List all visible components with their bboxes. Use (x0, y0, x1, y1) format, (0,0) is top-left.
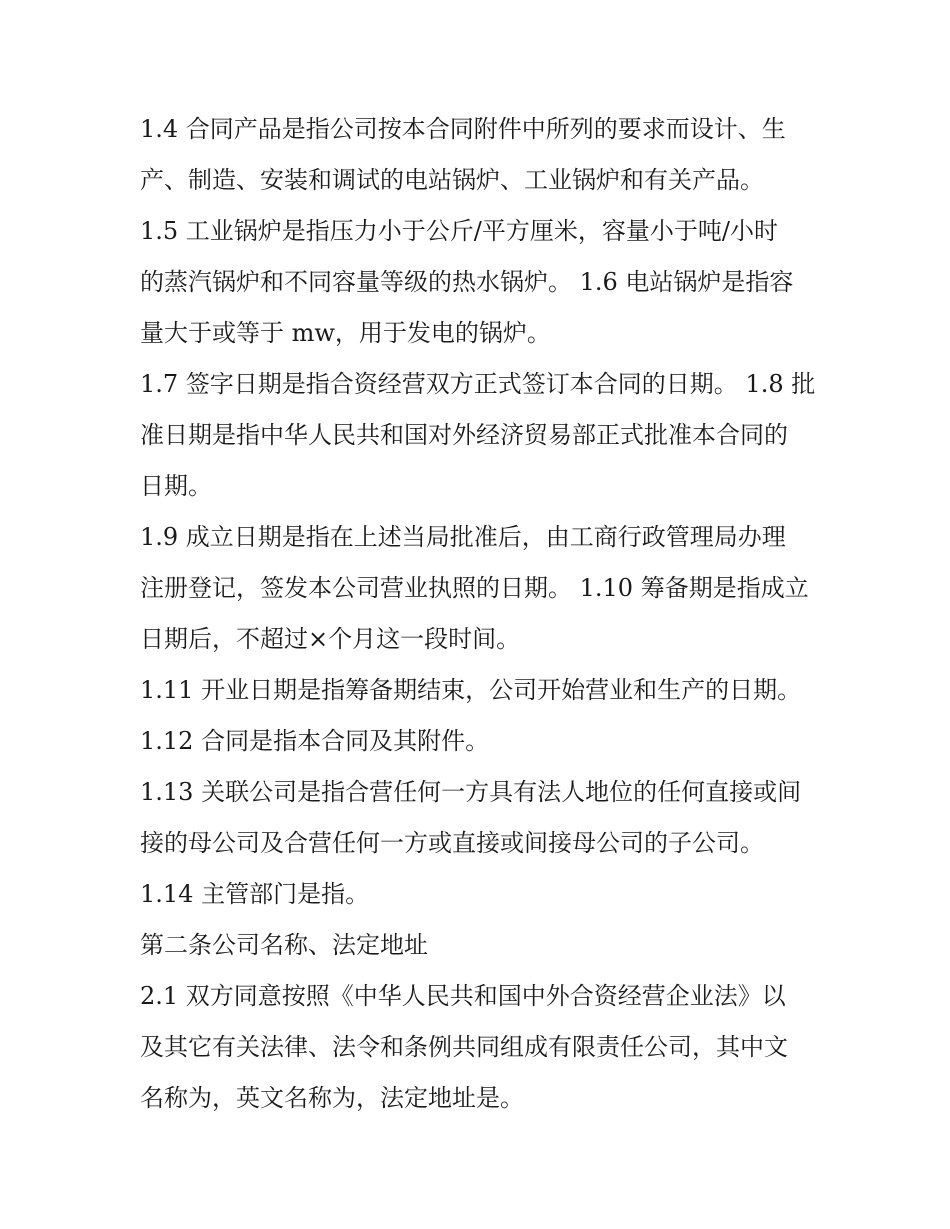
text-line: 1.9 成立日期是指在上述当局批准后，由工商行政管理局办理 (140, 523, 786, 551)
document-body (140, 104, 820, 1124)
section-heading: 第二条公司名称、法定地址 (140, 931, 428, 959)
text-line: 及其它有关法律、法令和条例共同组成有限责任公司，其中文 (140, 1033, 788, 1061)
text-line: 接的母公司及合营任何一方或直接或间接母公司的子公司。 (140, 829, 764, 857)
text-line: 1.14 主管部门是指。 (140, 880, 370, 908)
text-line: 日期。 (140, 472, 212, 500)
text-line: 日期后，不超过×个月这一段时间。 (140, 625, 521, 653)
text-line: 2.1 双方同意按照《中华人民共和国中外合资经营企业法》以 (140, 982, 786, 1010)
text-line: 1.11 开业日期是指筹备期结束，公司开始营业和生产的日期。 (140, 676, 802, 704)
text-line: 准日期是指中华人民共和国对外经济贸易部正式批准本合同的 (140, 421, 788, 449)
text-line: 量大于或等于 mw，用于发电的锅炉。 (140, 319, 551, 347)
text-line: 1.5 工业锅炉是指压力小于公斤/平方厘米，容量小于吨/小时 (140, 217, 778, 245)
text-line: 的蒸汽锅炉和不同容量等级的热水锅炉。 1.6 电站锅炉是指容 (140, 268, 794, 296)
text-line: 1.12 合同是指本合同及其附件。 (140, 727, 490, 755)
text-line: 1.7 签字日期是指合资经营双方正式签订本合同的日期。 1.8 批 (140, 370, 816, 398)
text-line: 1.13 关联公司是指合营任何一方具有法人地位的任何直接或间 (140, 778, 802, 806)
text-line: 名称为，英文名称为，法定地址是。 (140, 1084, 524, 1112)
text-line: 1.4 合同产品是指公司按本合同附件中所列的要求而设计、生 (140, 115, 786, 143)
text-line: 产、制造、安装和调试的电站锅炉、工业锅炉和有关产品。 (140, 166, 764, 194)
text-line: 注册登记，签发本公司营业执照的日期。 1.10 筹备期是指成立 (140, 574, 809, 602)
